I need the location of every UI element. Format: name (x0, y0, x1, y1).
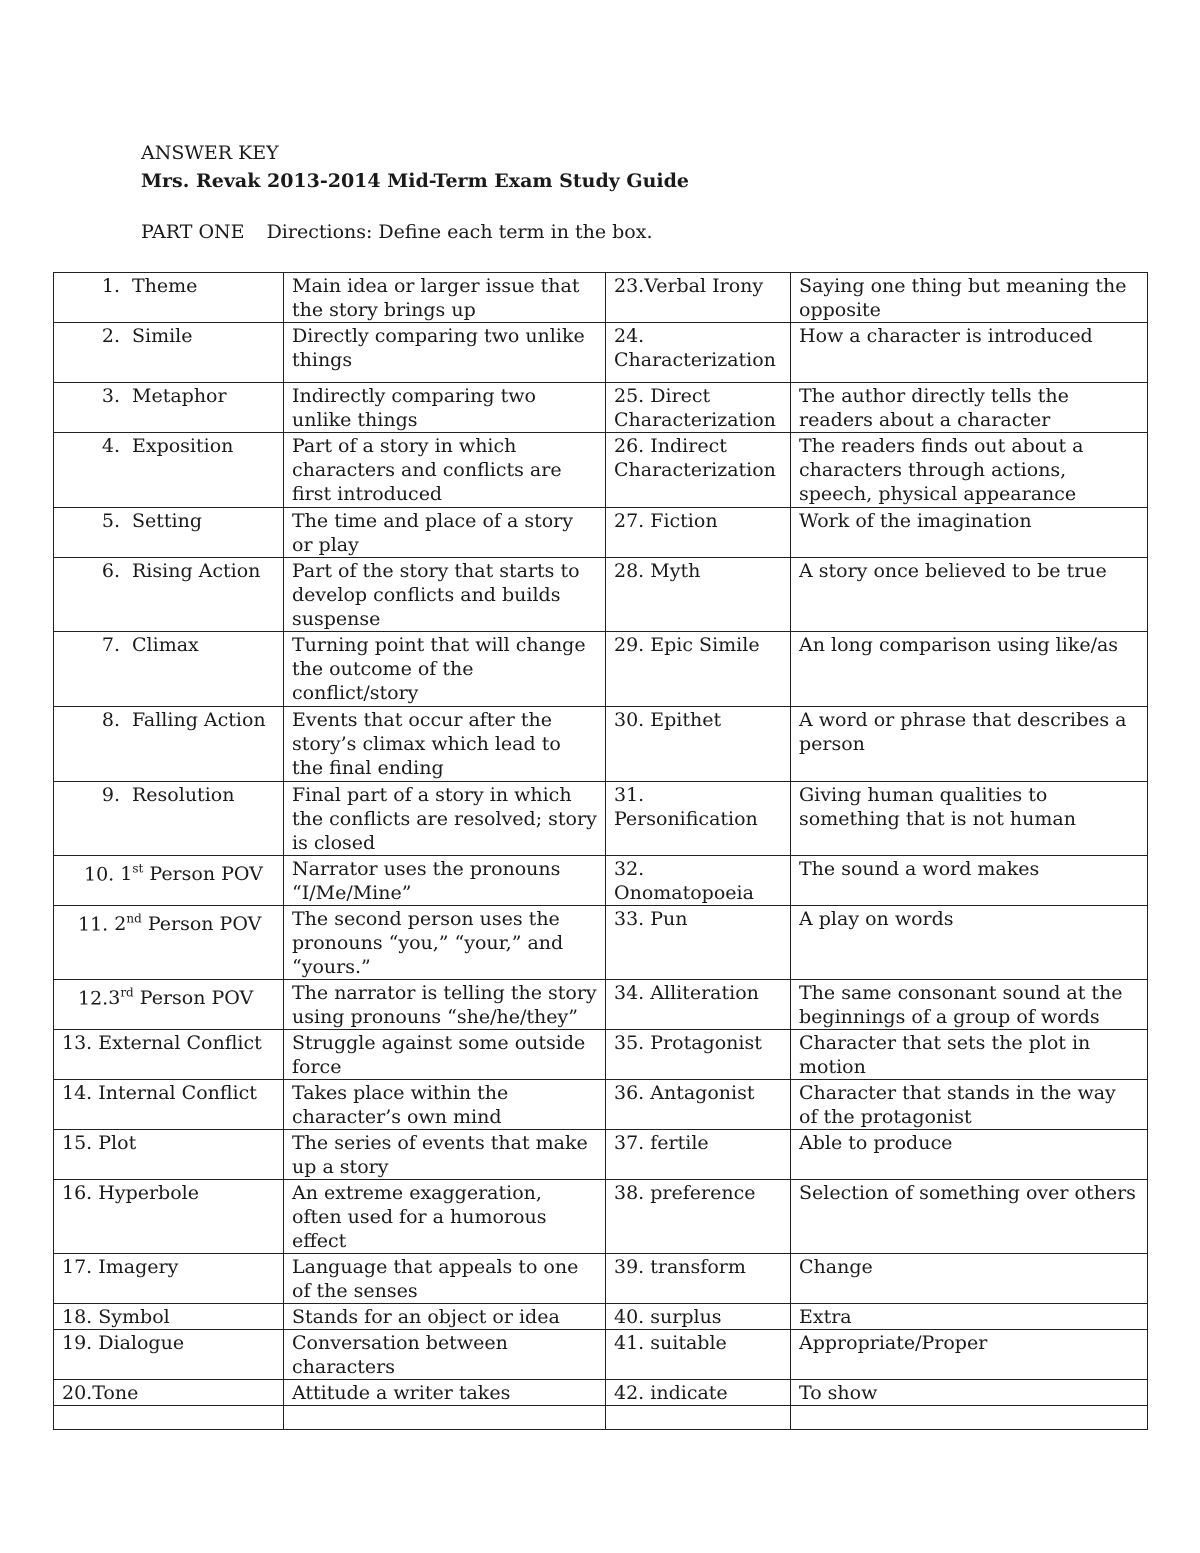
empty-row (54, 1406, 1148, 1430)
definition-cell: Able to produce (791, 1130, 1148, 1180)
definition-cell: The second person uses the pronouns “you,” “your,” and “yours.” (284, 906, 606, 980)
term-cell (54, 508, 284, 558)
definition-cell: Character that sets the plot in motion (791, 1030, 1148, 1080)
term-text: Fiction (650, 510, 718, 532)
term-text: Characterization (614, 349, 776, 371)
table-row (54, 856, 1148, 906)
definition-cell: Struggle against some outside force (284, 1030, 606, 1080)
term-text: suitable (650, 1332, 727, 1354)
term-text: Setting (132, 510, 203, 532)
table-row (54, 1030, 1148, 1080)
term-cell (606, 1080, 791, 1130)
term-text: Resolution (132, 784, 235, 806)
definition-cell: Part of the story that starts to develop conflicts and builds suspense (284, 558, 606, 632)
term-text: Protagonist (650, 1032, 762, 1054)
term-cell (606, 558, 791, 632)
term-text: Climax (132, 634, 199, 656)
term-text: Epithet (650, 709, 722, 731)
term-text: Rising Action (132, 560, 261, 582)
term-cell (54, 632, 284, 707)
term-text: Onomatopoeia (614, 882, 754, 904)
term-cell (606, 632, 791, 707)
term-text: Personification (614, 808, 758, 830)
term-cell (606, 906, 791, 980)
definition-cell: Part of a story in which characters and conflicts are first introduced (284, 433, 606, 508)
term-cell (606, 1030, 791, 1080)
term-cell (606, 383, 791, 433)
definition-cell: Change (791, 1254, 1148, 1304)
term-number: 2. (101, 325, 120, 347)
table-row (54, 508, 1148, 558)
term-number: 14. (62, 1082, 93, 1104)
term-number: 28. (614, 560, 645, 582)
definition-cell: How a character is introduced (791, 323, 1148, 383)
definition-cell: Selection of something over others (791, 1180, 1148, 1254)
directions-line (141, 221, 689, 243)
term-number: 41. (614, 1332, 645, 1354)
term-cell (606, 980, 791, 1030)
term-text: Direct Characterization (614, 385, 776, 431)
term-text: Internal Conflict (98, 1082, 257, 1104)
definition-cell: A word or phrase that describes a person (791, 707, 1148, 782)
term-cell (606, 433, 791, 508)
definition-cell: Narrator uses the pronouns “I/Me/Mine” (284, 856, 606, 906)
term-cell (606, 1254, 791, 1304)
term-number: 16. (62, 1182, 93, 1204)
term-text: 1st Person POV (120, 862, 263, 886)
term-number: 11. (78, 913, 109, 936)
term-cell (606, 1130, 791, 1180)
term-cell (54, 980, 284, 1030)
definition-cell: The series of events that make up a story (284, 1130, 606, 1180)
directions-text: Directions: Define each term in the box. (266, 221, 653, 243)
term-number: 35. (614, 1032, 645, 1054)
term-text: Plot (98, 1132, 137, 1154)
table-row (54, 1304, 1148, 1330)
table-row (54, 632, 1148, 707)
table-row (54, 906, 1148, 980)
definition-cell: Saying one thing but meaning the opposite (791, 273, 1148, 323)
term-number: 5. (101, 510, 120, 532)
term-cell (54, 1030, 284, 1080)
term-cell (54, 856, 284, 906)
term-cell (54, 1380, 284, 1406)
definition-cell: Stands for an object or idea (284, 1304, 606, 1330)
term-number: 20. (62, 1382, 93, 1404)
definition-cell: The same consonant sound at the beginnings of a group of words (791, 980, 1148, 1030)
term-number: 34. (614, 982, 645, 1004)
term-text: Dialogue (98, 1332, 185, 1354)
term-cell (54, 1304, 284, 1330)
definition-cell: Takes place within the character’s own mind (284, 1080, 606, 1130)
definition-cell: An extreme exaggeration, often used for a humorous effect (284, 1180, 606, 1254)
empty-cell (284, 1406, 606, 1430)
term-number: 40. (614, 1306, 645, 1328)
term-text: Alliteration (650, 982, 759, 1004)
term-text: 2nd Person POV (114, 912, 262, 936)
term-text: Metaphor (132, 385, 227, 407)
term-text: indicate (650, 1382, 728, 1404)
definition-cell: Attitude a writer takes (284, 1380, 606, 1406)
term-cell (54, 273, 284, 323)
term-text: 3rd Person POV (108, 986, 254, 1010)
term-text: Tone (92, 1382, 139, 1404)
definition-cell: Giving human qualities to something that is not human (791, 782, 1148, 856)
term-cell (606, 856, 791, 906)
definition-cell: Appropriate/Proper (791, 1330, 1148, 1380)
term-number: 17. (62, 1256, 93, 1278)
table-row (54, 1380, 1148, 1406)
term-text: Indirect Characterization (614, 435, 776, 481)
table-row (54, 323, 1148, 383)
definition-cell: Language that appeals to one of the senses (284, 1254, 606, 1304)
term-number: 24. (614, 325, 645, 347)
definition-cell: Main idea or larger issue that the story brings up (284, 273, 606, 323)
term-text: External Conflict (98, 1032, 262, 1054)
term-cell (606, 1330, 791, 1380)
term-number: 26. (614, 435, 645, 457)
definition-cell: Events that occur after the story’s climax which lead to the final ending (284, 707, 606, 782)
term-text: Pun (650, 908, 688, 930)
term-number: 31. (614, 784, 645, 806)
term-number: 8. (101, 709, 120, 731)
terms-table (53, 272, 1148, 1430)
term-text: Myth (650, 560, 701, 582)
term-text: Antagonist (650, 1082, 755, 1104)
answer-key-label: ANSWER KEY (141, 142, 279, 164)
term-cell (606, 1180, 791, 1254)
term-cell (54, 1180, 284, 1254)
term-text: Imagery (98, 1256, 179, 1278)
empty-cell (791, 1406, 1148, 1430)
table-row (54, 1180, 1148, 1254)
term-cell (54, 383, 284, 433)
table-row (54, 782, 1148, 856)
table-row (54, 707, 1148, 782)
definition-cell: An long comparison using like/as (791, 632, 1148, 707)
table-row (54, 1330, 1148, 1380)
term-text: Epic Simile (650, 634, 760, 656)
definition-cell: The narrator is telling the story using pronouns “she/he/they” (284, 980, 606, 1030)
term-number: 39. (614, 1256, 645, 1278)
definition-cell: Conversation between characters (284, 1330, 606, 1380)
definition-cell: The sound a word makes (791, 856, 1148, 906)
term-cell (54, 433, 284, 508)
term-text: Exposition (132, 435, 234, 457)
empty-cell (54, 1406, 284, 1430)
definition-cell: The readers finds out about a characters through actions, speech, physical appearance (791, 433, 1148, 508)
term-text: Symbol (98, 1306, 170, 1328)
term-cell (54, 558, 284, 632)
empty-cell (606, 1406, 791, 1430)
term-number: 18. (62, 1306, 93, 1328)
term-number: 37. (614, 1132, 645, 1154)
term-number: 4. (101, 435, 120, 457)
definition-cell: Work of the imagination (791, 508, 1148, 558)
document-header (141, 142, 689, 243)
term-number: 33. (614, 908, 645, 930)
term-cell (606, 782, 791, 856)
term-number: 13. (62, 1032, 93, 1054)
term-number: 6. (101, 560, 120, 582)
definition-cell: Turning point that will change the outcome of the conflict/story (284, 632, 606, 707)
term-text: Hyperbole (98, 1182, 199, 1204)
table-row (54, 1080, 1148, 1130)
term-cell (54, 906, 284, 980)
term-text: Theme (132, 275, 198, 297)
definition-cell: The author directly tells the readers about a character (791, 383, 1148, 433)
definition-cell: Character that stands in the way of the protagonist (791, 1080, 1148, 1130)
table-row (54, 1130, 1148, 1180)
table-row (54, 980, 1148, 1030)
term-text: transform (650, 1256, 746, 1278)
term-number: 25. (614, 385, 645, 407)
definition-cell: The time and place of a story or play (284, 508, 606, 558)
table-row (54, 383, 1148, 433)
term-cell (606, 1304, 791, 1330)
definition-cell: A play on words (791, 906, 1148, 980)
definition-cell: Directly comparing two unlike things (284, 323, 606, 383)
term-number: 7. (101, 634, 120, 656)
table-row (54, 273, 1148, 323)
term-cell (606, 1380, 791, 1406)
term-number: 12. (78, 987, 109, 1010)
term-number: 32. (614, 858, 645, 880)
term-number: 29. (614, 634, 645, 656)
definition-cell: Extra (791, 1304, 1148, 1330)
term-number: 30. (614, 709, 645, 731)
term-cell (54, 707, 284, 782)
term-cell (54, 1330, 284, 1380)
term-cell (54, 323, 284, 383)
term-text: Simile (132, 325, 193, 347)
term-text: preference (650, 1182, 756, 1204)
term-cell (606, 508, 791, 558)
table-row (54, 1254, 1148, 1304)
term-cell (606, 273, 791, 323)
term-cell (606, 323, 791, 383)
term-cell (54, 1130, 284, 1180)
term-number: 27. (614, 510, 645, 532)
term-number: 36. (614, 1082, 645, 1104)
term-text: fertile (650, 1132, 709, 1154)
term-number: 19. (62, 1332, 93, 1354)
term-number: 15. (62, 1132, 93, 1154)
term-number: 38. (614, 1182, 645, 1204)
term-cell (54, 1080, 284, 1130)
term-cell (606, 707, 791, 782)
term-cell (54, 1254, 284, 1304)
term-number: 10. (84, 863, 115, 886)
term-cell (54, 782, 284, 856)
term-number: 1. (101, 275, 120, 297)
definition-cell: To show (791, 1380, 1148, 1406)
table-row (54, 558, 1148, 632)
page-title: Mrs. Revak 2013-2014 Mid-Term Exam Study Guide (141, 170, 690, 192)
definition-cell: Final part of a story in which the conflicts are resolved; story is closed (284, 782, 606, 856)
definition-cell: Indirectly comparing two unlike things (284, 383, 606, 433)
term-text: Falling Action (132, 709, 266, 731)
part-label: PART ONE (141, 221, 245, 243)
term-number: 23. (614, 275, 645, 297)
definition-cell: A story once believed to be true (791, 558, 1148, 632)
term-number: 9. (101, 784, 120, 806)
term-text: surplus (650, 1306, 722, 1328)
term-text: Verbal Irony (644, 275, 764, 297)
table-row (54, 433, 1148, 508)
term-number: 3. (101, 385, 120, 407)
term-number: 42. (614, 1382, 645, 1404)
